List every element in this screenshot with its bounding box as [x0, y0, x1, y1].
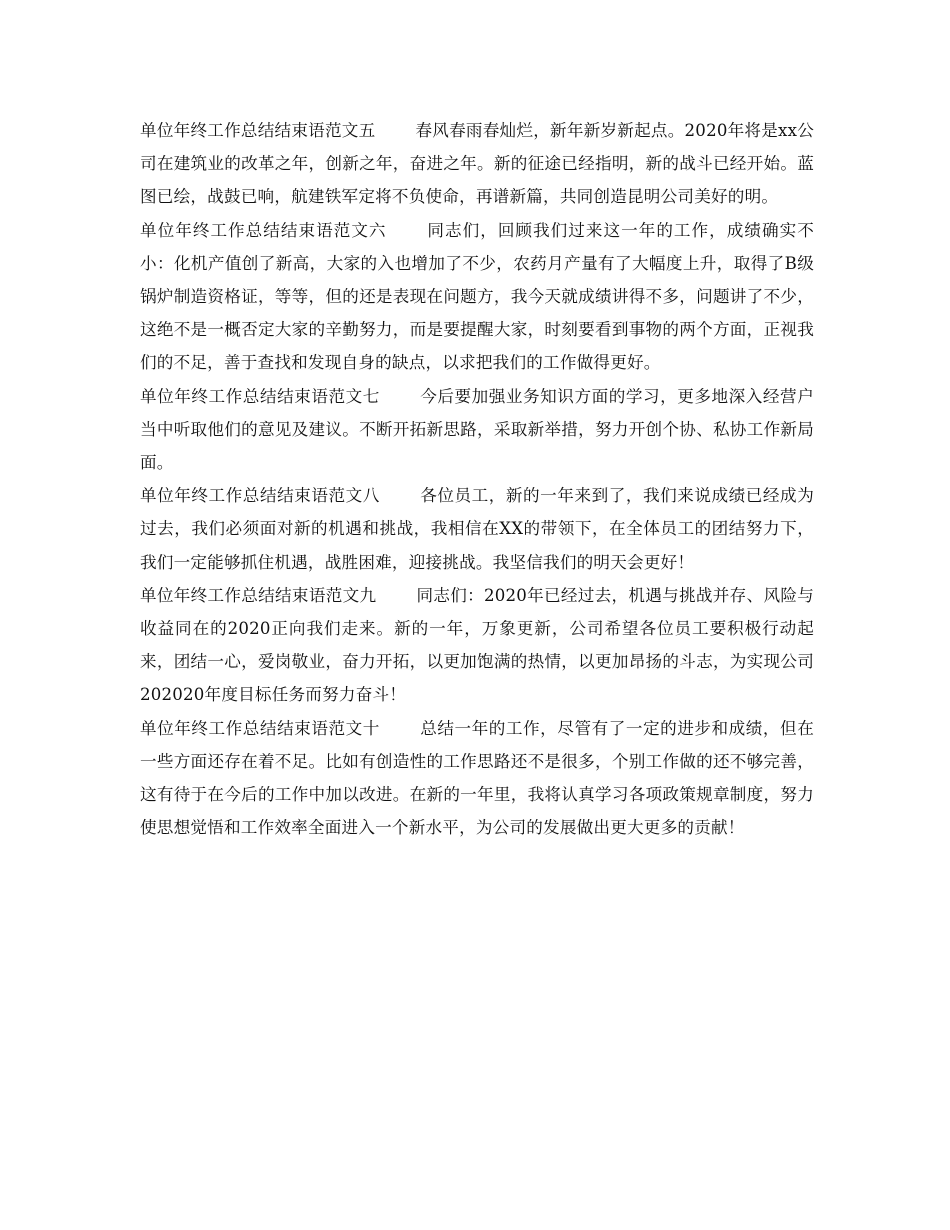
section-text: 春风春雨春灿烂，新年新岁新起点。2020年将是xx公司在建筑业的改革之年，创新之年，奋进之年。新的征途已经指明，新的战斗已经开始。蓝图已绘，战鼓已响，航建铁军定将不负使命，再谱新篇，共同创造昆明公司美好的明。 [140, 121, 814, 207]
section-heading: 单位年终工作总结结束语范文七 [140, 386, 380, 406]
section-heading: 单位年终工作总结结束语范文八 [140, 486, 380, 506]
section-text: 同志们：2020年已经过去，机遇与挑战并存、风险与收益同在的2020正向我们走来。新的一年，万象更新，公司希望各位员工要积极行动起来，团结一心，爱岗敬业，奋力开拓，以更加饱满的热情，以更加昂扬的斗志，为实现公司202020年度目标任务而努力奋斗！ [140, 585, 814, 705]
section-6 [140, 214, 814, 380]
section-9 [140, 579, 814, 712]
section-text: 同志们，回顾我们过来这一年的工作，成绩确实不小：化机产值创了新高，大家的入也增加了不少，农药月产量有了大幅度上升，取得了B级锅炉制造资格证，等等，但的还是表现在问题方，我今天就成绩讲得不多，问题讲了不少，这绝不是一概否定大家的辛勤努力，而是要提醒大家，时刻要看到事物的两个方面，正视我们的不足，善于查找和发现自身的缺点，以求把我们的工作做得更好。 [140, 220, 814, 373]
section-heading: 单位年终工作总结结束语范文九 [140, 585, 377, 605]
section-5 [140, 114, 814, 214]
document-body [140, 114, 814, 844]
section-heading: 单位年终工作总结结束语范文五 [140, 121, 376, 140]
section-heading: 单位年终工作总结结束语范文十 [140, 718, 380, 738]
section-text: 今后要加强业务知识方面的学习，更多地深入经营户当中听取他们的意见及建议。不断开拓新思路，采取新举措，努力开创个协、私协工作新局面。 [140, 386, 814, 473]
section-10 [140, 712, 814, 845]
section-text: 总结一年的工作，尽管有了一定的进步和成绩，但在一些方面还存在着不足。比如有创造性的工作思路还不是很多，个别工作做的还不够完善，这有待于在今后的工作中加以改进。在新的一年里，我将认真学习各项政策规章制度，努力使思想觉悟和工作效率全面进入一个新水平，为公司的发展做出更大更多的贡献！ [140, 718, 814, 838]
section-text: 各位员工，新的一年来到了，我们来说成绩已经成为过去，我们必须面对新的机遇和挑战，我相信在XX的带领下，在全体员工的团结努力下，我们一定能够抓住机遇，战胜困难，迎接挑战。我坚信我们的明天会更好！ [140, 486, 814, 572]
section-7 [140, 380, 814, 480]
section-8 [140, 479, 814, 579]
section-heading: 单位年终工作总结结束语范文六 [140, 220, 387, 240]
